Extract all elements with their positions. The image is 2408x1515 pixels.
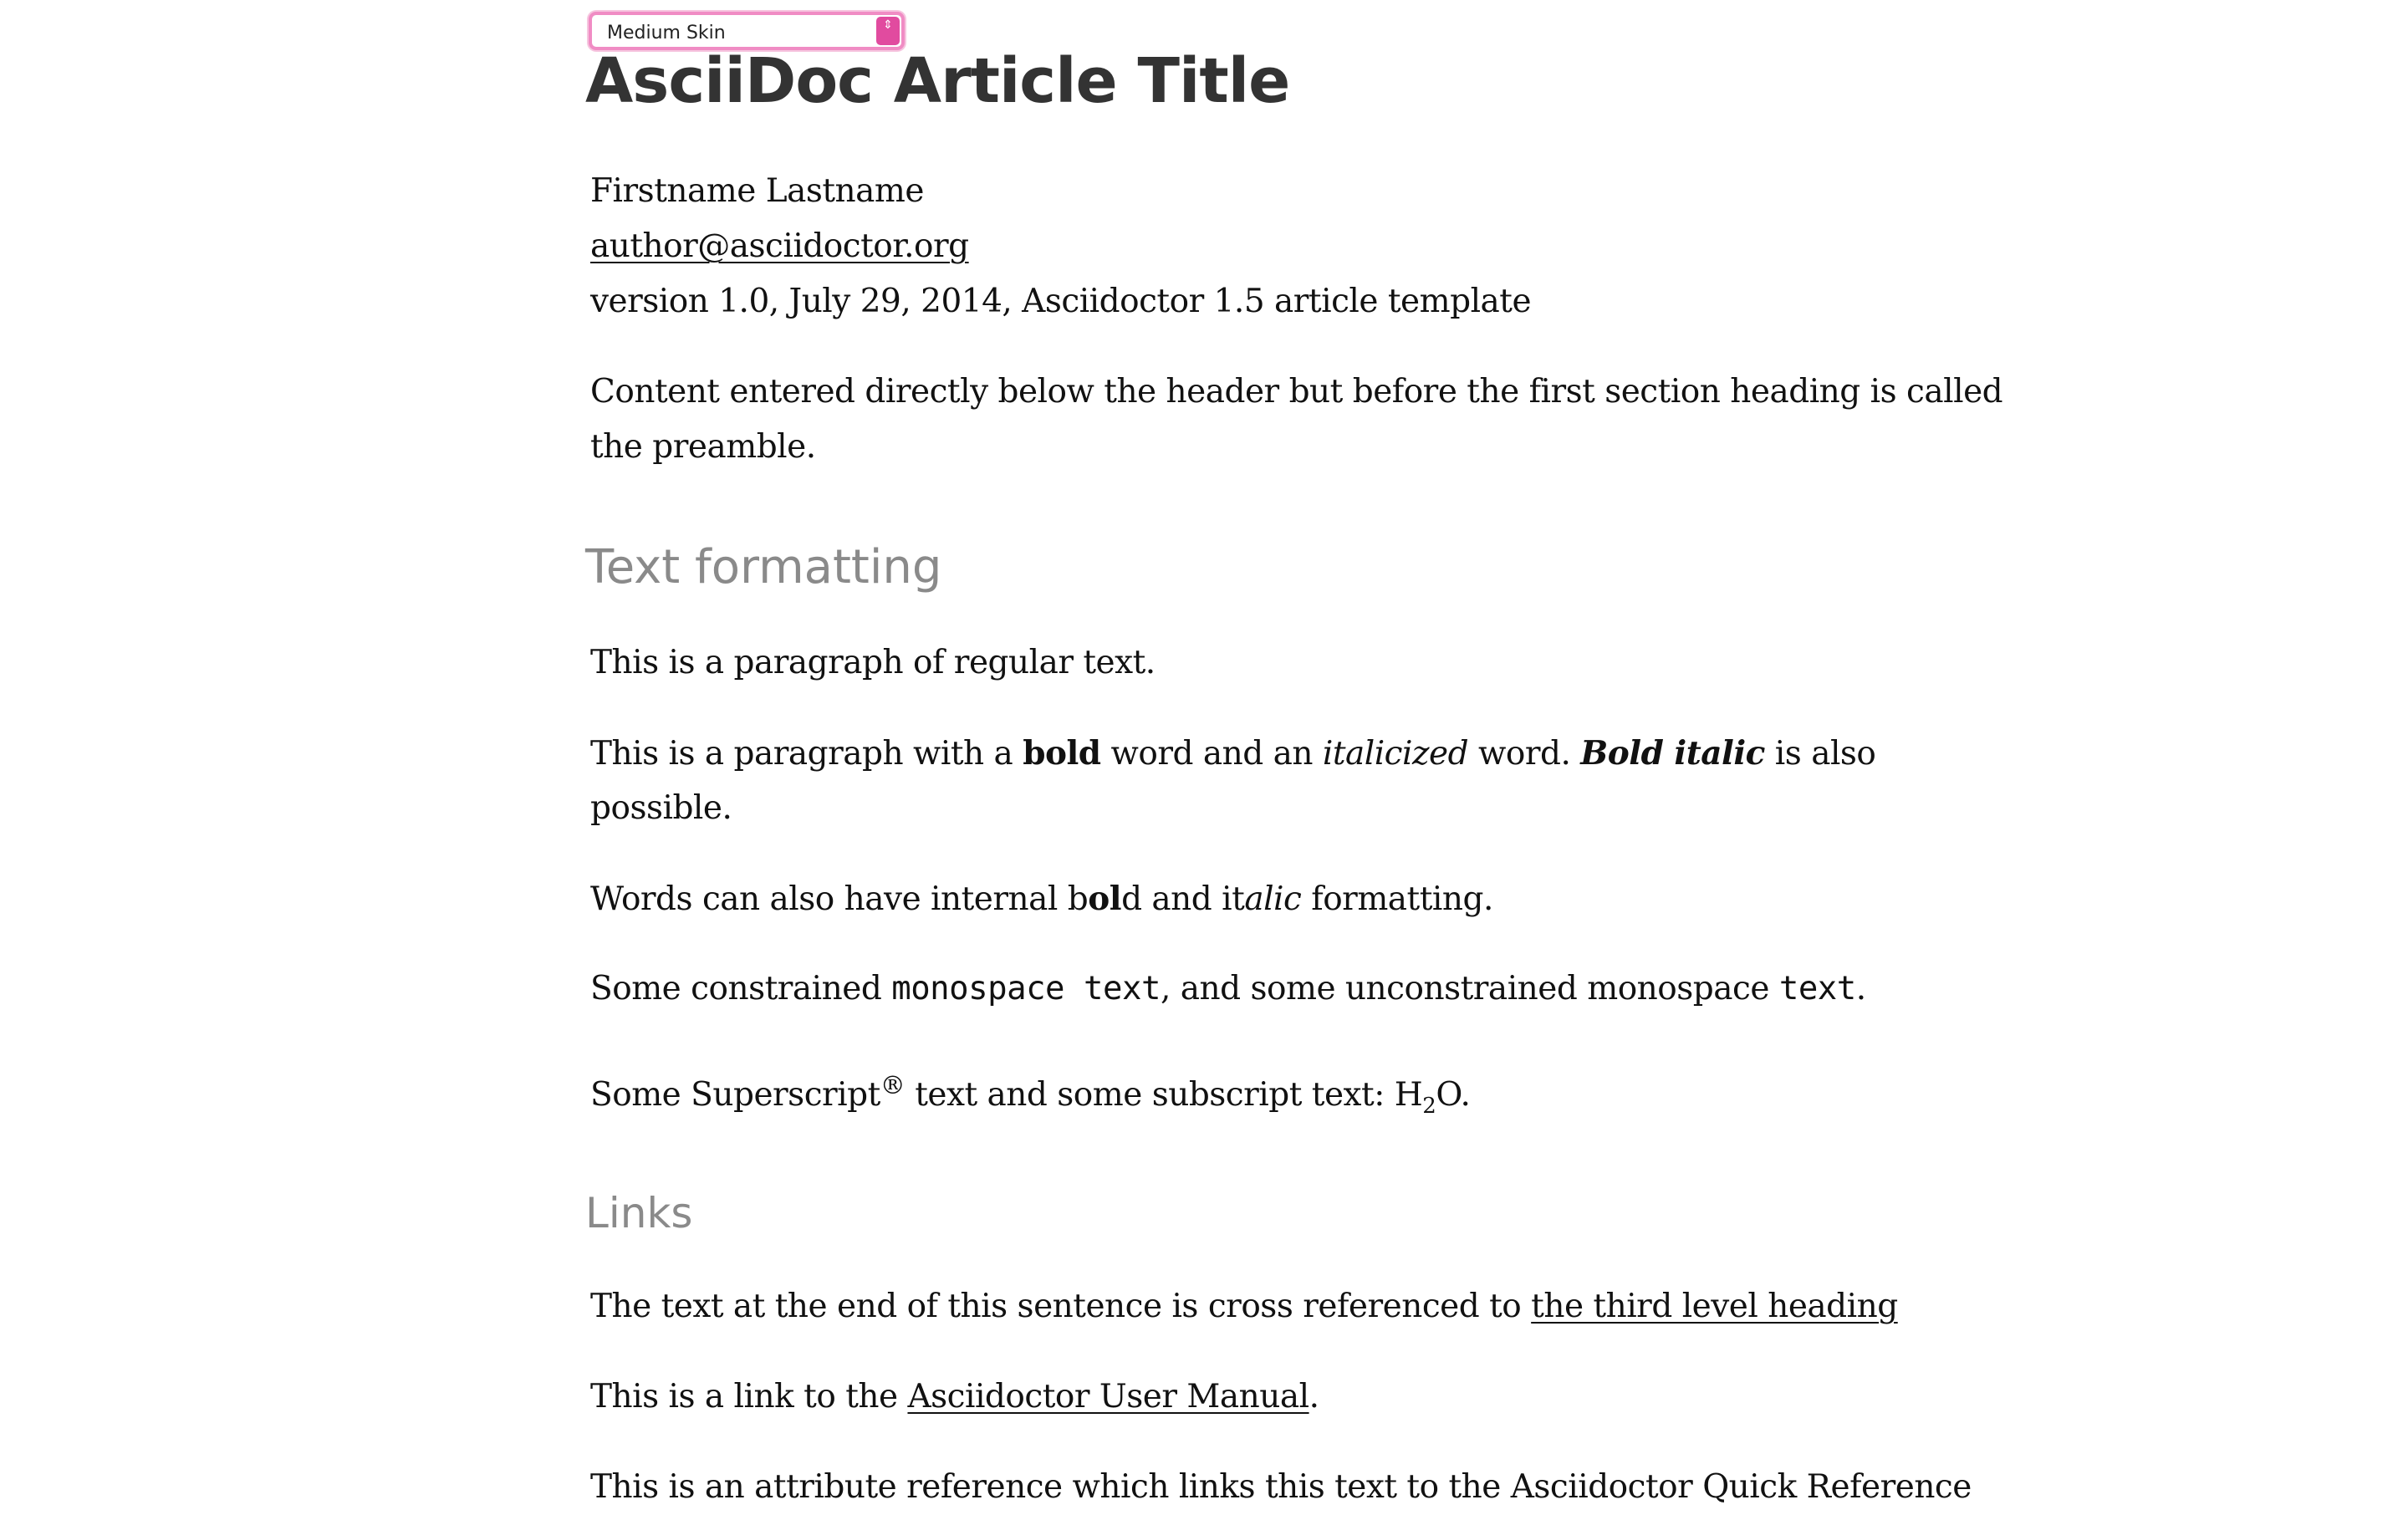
para-bold-italic-line-2: possible. <box>590 789 732 827</box>
heading-text-formatting: Text formatting <box>585 540 942 594</box>
para-cross-reference: The text at the end of this sentence is cross referenced to the third level heading <box>590 1288 1898 1325</box>
para-user-manual: This is a link to the Asciidoctor User Manual. <box>590 1378 1319 1416</box>
user-manual-link[interactable]: Asciidoctor User Manual <box>907 1378 1309 1416</box>
para-bold-italic: This is a paragraph with a bold word and an italicized word. Bold italic is also <box>590 734 1876 773</box>
subscript: 2 <box>1422 1093 1436 1119</box>
para-attribute-reference: This is an attribute reference which links this text to the Asciidoctor Quick Reference <box>590 1468 1972 1506</box>
monospace-text: monospace text <box>891 970 1161 1007</box>
up-down-arrows-icon: ⇕ <box>876 17 900 45</box>
author-name: Firstname Lastname <box>590 172 924 210</box>
preamble-line-1: Content entered directly below the header but before the first section heading is called <box>590 373 2003 411</box>
para-super-subscript: Some Superscript® text and some subscript text: $H_2O$. <box>590 1071 1471 1119</box>
author-email-line <box>590 219 969 274</box>
revision-line: version 1.0, July 29, 2014, Asciidoctor 1.5 article template <box>590 283 1532 320</box>
skin-select-value: Medium Skin <box>607 23 726 43</box>
page-title: AsciiDoc Article Title <box>585 45 1290 117</box>
superscript: ® <box>880 1071 906 1100</box>
italic-word: italicized <box>1322 735 1469 773</box>
para-monospace: Some constrained monospace text, and some unconstrained monospace text. <box>590 970 1866 1007</box>
bold-word: bold <box>1023 734 1101 773</box>
third-level-heading-link[interactable]: the third level heading <box>1531 1288 1898 1325</box>
bold-italic-words: Bold italic <box>1580 734 1765 773</box>
heading-links: Links <box>585 1189 693 1237</box>
author-email-link[interactable]: author@asciidoctor.org <box>590 227 969 265</box>
preamble-line-2: the preamble. <box>590 428 816 466</box>
para-regular-text: This is a paragraph of regular text. <box>590 644 1156 681</box>
para-internal-formatting: Words can also have internal bold and italic formatting. <box>590 880 1493 918</box>
